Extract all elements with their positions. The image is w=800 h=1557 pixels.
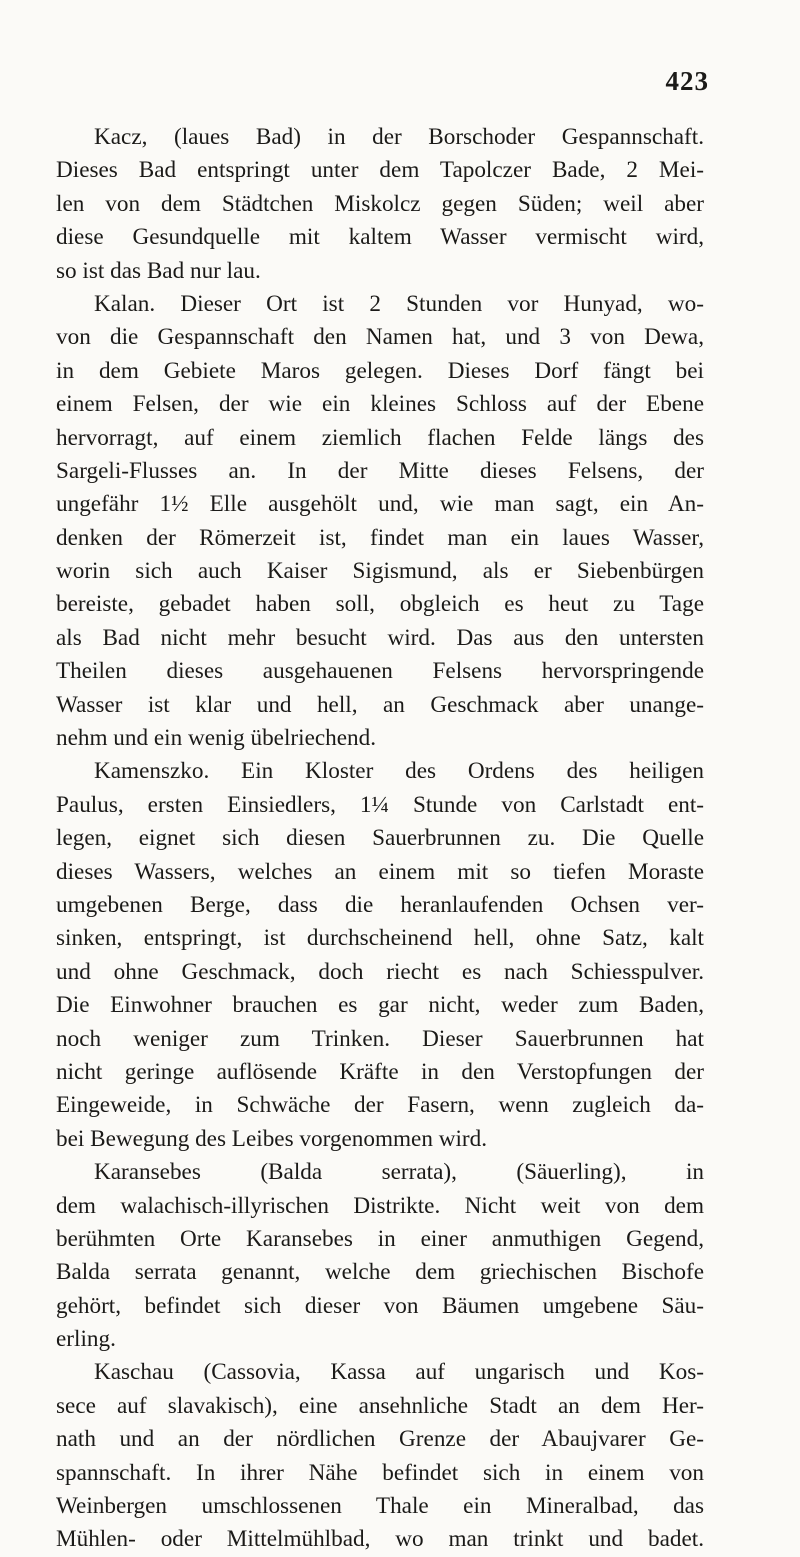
text-line: Karansebes (Balda serrata), (Säuerling), in <box>94 1159 704 1186</box>
text-line: als Bad nicht mehr besucht wird. Das aus den untersten <box>56 624 704 651</box>
text-line: sinken, entspringt, ist durchscheinend hell, ohne Satz, kalt <box>56 925 704 952</box>
text-line: hervorragt, auf einem ziemlich flachen Felde längs des <box>56 424 704 451</box>
text-line: dieses Wassers, welches an einem mit so tiefen Moraste <box>56 858 704 885</box>
text-line: len von dem Städtchen Miskolcz gegen Süden; weil aber <box>56 190 704 217</box>
text-line: Kalan. Dieser Ort ist 2 Stunden vor Hunyad, wo- <box>94 290 704 317</box>
text-line: Kacz, (laues Bad) in der Borschoder Gespannschaft. <box>94 124 704 150</box>
text-line: nehm und ein wenig übelriechend. <box>56 725 377 752</box>
text-line: berühmten Orte Karansebes in einer anmuthigen Gegend, <box>56 1225 704 1252</box>
text-line: spannschaft. In ihrer Nähe befindet sich in einem von <box>56 1459 704 1486</box>
text-line: Die Einwohner brauchen es gar nicht, weder zum Baden, <box>56 992 704 1019</box>
text-line: worin sich auch Kaiser Sigismund, als er Siebenbürgen <box>56 558 704 585</box>
text-line: diese Gesundquelle mit kaltem Wasser vermischt wird, <box>56 224 704 251</box>
page-number: 423 <box>665 66 709 96</box>
text-line: in dem Gebiete Maros gelegen. Dieses Dorf fängt bei <box>56 357 704 384</box>
text-line: Theilen dieses ausgehauenen Felsens hervorspringende <box>56 658 704 685</box>
text-line: von die Gespannschaft den Namen hat, und 3 von Dewa, <box>56 324 704 351</box>
text-line: nicht geringe auflösende Kräfte in den Verstopfungen der <box>56 1058 704 1085</box>
text-line: noch weniger zum Trinken. Dieser Sauerbrunnen hat <box>56 1025 704 1052</box>
text-line: Balda serrata genannt, welche dem griechischen Bischofe <box>56 1259 704 1286</box>
text-line: nath und an der nördlichen Grenze der Abaujvarer Ge- <box>56 1426 704 1453</box>
text-line: legen, eignet sich diesen Sauerbrunnen zu. Die Quelle <box>56 825 704 852</box>
text-line: Weinbergen umschlossenen Thale ein Mineralbad, das <box>56 1493 704 1520</box>
text-line: Kaschau (Cassovia, Kassa auf ungarisch und Kos- <box>94 1359 704 1386</box>
text-line: umgebenen Berge, dass die heranlaufenden Ochsen ver- <box>56 891 704 918</box>
text-line: dem walachisch-illyrischen Distrikte. Nicht weit von dem <box>56 1192 704 1219</box>
text-line: bereiste, gebadet haben soll, obgleich es heut zu Tage <box>56 591 704 618</box>
text-line: erling. <box>56 1326 116 1353</box>
text-line: Dieses Bad entspringt unter dem Tapolczer Bade, 2 Mei- <box>56 157 704 184</box>
text-line: sece auf slavakisch), eine ansehnliche Stadt an dem Her- <box>56 1392 704 1419</box>
text-line: und ohne Geschmack, doch riecht es nach Schiesspulver. <box>56 958 704 985</box>
text-line: denken der Römerzeit ist, findet man ein laues Wasser, <box>56 524 704 551</box>
text-line: ungefähr 1½ Elle ausgehölt und, wie man sagt, ein An- <box>56 491 704 518</box>
body-text <box>56 121 704 1557</box>
text-line: Sargeli-Flusses an. In der Mitte dieses Felsens, der <box>56 457 704 484</box>
text-line: einem Felsen, der wie ein kleines Schloss auf der Ebene <box>56 391 704 418</box>
text-line: bei Bewegung des Leibes vorgenommen wird. <box>56 1125 488 1152</box>
text-line: Mühlen- oder Mittelmühlbad, wo man trinkt und badet. <box>56 1526 704 1553</box>
text-line: Wasser ist klar und hell, an Geschmack aber unange- <box>56 691 704 718</box>
text-line: Kamenszko. Ein Kloster des Ordens des heiligen <box>94 758 704 785</box>
text-line: Eingeweide, in Schwäche der Fasern, wenn zugleich da- <box>56 1092 704 1119</box>
text-line: Paulus, ersten Einsiedlers, 1¼ Stunde von Carlstadt ent- <box>56 791 704 818</box>
text-line: so ist das Bad nur lau. <box>56 257 261 284</box>
text-line: gehört, befindet sich dieser von Bäumen umgebene Säu- <box>56 1292 704 1319</box>
